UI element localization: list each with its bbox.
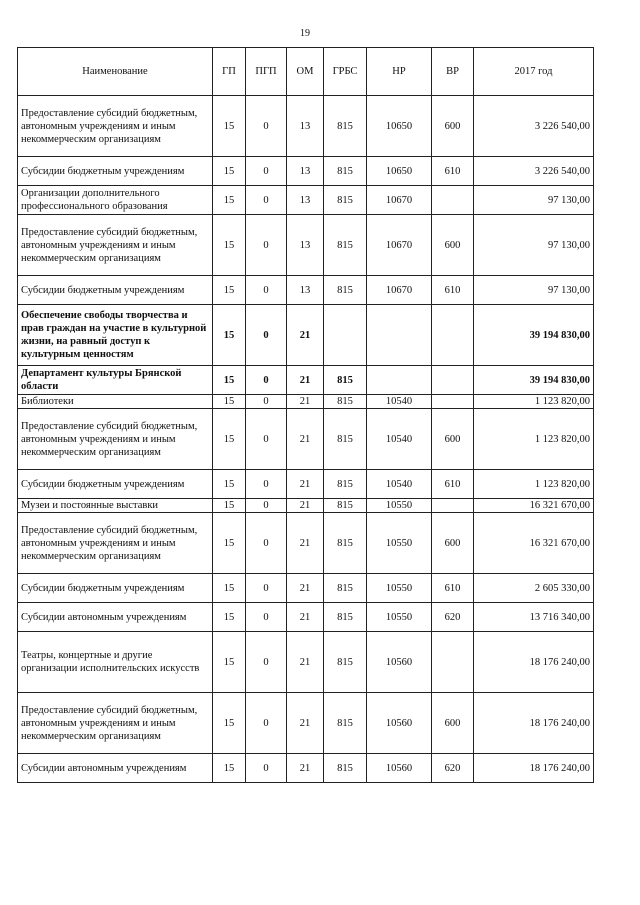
cell-om: 21 <box>287 693 324 754</box>
cell-name: Библиотеки <box>18 395 213 409</box>
cell-name: Субсидии бюджетным учреждениям <box>18 574 213 603</box>
header-name: Наименование <box>18 48 213 96</box>
cell-vr: 610 <box>432 574 474 603</box>
cell-gp: 15 <box>213 276 246 305</box>
cell-name: Субсидии бюджетным учреждениям <box>18 157 213 186</box>
cell-grbs: 815 <box>324 186 367 215</box>
cell-grbs: 815 <box>324 395 367 409</box>
cell-name: Организации дополнительного профессионального образования <box>18 186 213 215</box>
cell-vr: 610 <box>432 157 474 186</box>
table-row <box>18 305 594 366</box>
cell-nr: 10540 <box>367 470 432 499</box>
table-row <box>18 186 594 215</box>
table-row <box>18 603 594 632</box>
cell-gp: 15 <box>213 574 246 603</box>
table-row <box>18 157 594 186</box>
cell-om: 21 <box>287 754 324 783</box>
cell-om: 21 <box>287 366 324 395</box>
cell-amount: 1 123 820,00 <box>474 395 594 409</box>
cell-gp: 15 <box>213 632 246 693</box>
cell-grbs: 815 <box>324 215 367 276</box>
cell-amount: 39 194 830,00 <box>474 366 594 395</box>
cell-amount: 16 321 670,00 <box>474 513 594 574</box>
cell-amount: 2 605 330,00 <box>474 574 594 603</box>
cell-om: 21 <box>287 305 324 366</box>
cell-nr: 10650 <box>367 96 432 157</box>
cell-gp: 15 <box>213 603 246 632</box>
cell-om: 13 <box>287 186 324 215</box>
cell-grbs: 815 <box>324 157 367 186</box>
cell-vr: 600 <box>432 693 474 754</box>
cell-vr <box>432 366 474 395</box>
cell-pgp: 0 <box>246 693 287 754</box>
cell-vr <box>432 305 474 366</box>
table-row <box>18 366 594 395</box>
cell-pgp: 0 <box>246 395 287 409</box>
cell-name: Субсидии бюджетным учреждениям <box>18 470 213 499</box>
cell-pgp: 0 <box>246 305 287 366</box>
cell-grbs: 815 <box>324 499 367 513</box>
cell-gp: 15 <box>213 513 246 574</box>
cell-name: Театры, концертные и другие организации исполнительских искусств <box>18 632 213 693</box>
header-nr: НР <box>367 48 432 96</box>
cell-pgp: 0 <box>246 276 287 305</box>
cell-pgp: 0 <box>246 499 287 513</box>
cell-vr: 620 <box>432 754 474 783</box>
cell-pgp: 0 <box>246 513 287 574</box>
table-row <box>18 754 594 783</box>
cell-om: 21 <box>287 470 324 499</box>
cell-vr: 600 <box>432 409 474 470</box>
cell-om: 21 <box>287 603 324 632</box>
cell-pgp: 0 <box>246 603 287 632</box>
cell-pgp: 0 <box>246 366 287 395</box>
cell-vr: 620 <box>432 603 474 632</box>
cell-gp: 15 <box>213 157 246 186</box>
cell-name: Субсидии автономным учреждениям <box>18 754 213 783</box>
cell-om: 21 <box>287 513 324 574</box>
cell-gp: 15 <box>213 499 246 513</box>
cell-grbs: 815 <box>324 513 367 574</box>
table-row <box>18 574 594 603</box>
cell-name: Предоставление субсидий бюджетным, автономным учреждениям и иным некоммерческим организациям <box>18 513 213 574</box>
cell-gp: 15 <box>213 754 246 783</box>
budget-table <box>17 47 594 783</box>
cell-nr: 10550 <box>367 513 432 574</box>
table-row <box>18 276 594 305</box>
table-row <box>18 395 594 409</box>
cell-grbs: 815 <box>324 96 367 157</box>
cell-pgp: 0 <box>246 215 287 276</box>
cell-amount: 39 194 830,00 <box>474 305 594 366</box>
table-header-row <box>18 48 594 96</box>
cell-amount: 1 123 820,00 <box>474 470 594 499</box>
cell-gp: 15 <box>213 409 246 470</box>
header-om: ОМ <box>287 48 324 96</box>
cell-name: Предоставление субсидий бюджетным, автономным учреждениям и иным некоммерческим организациям <box>18 409 213 470</box>
cell-gp: 15 <box>213 215 246 276</box>
header-gp: ГП <box>213 48 246 96</box>
cell-name: Субсидии бюджетным учреждениям <box>18 276 213 305</box>
cell-amount: 3 226 540,00 <box>474 96 594 157</box>
cell-name: Предоставление субсидий бюджетным, автономным учреждениям и иным некоммерческим организациям <box>18 215 213 276</box>
header-year: 2017 год <box>474 48 594 96</box>
cell-name: Предоставление субсидий бюджетным, автономным учреждениям и иным некоммерческим организациям <box>18 96 213 157</box>
cell-nr: 10560 <box>367 693 432 754</box>
cell-nr: 10560 <box>367 632 432 693</box>
cell-nr: 10670 <box>367 186 432 215</box>
cell-vr: 600 <box>432 96 474 157</box>
cell-name: Предоставление субсидий бюджетным, автономным учреждениям и иным некоммерческим организациям <box>18 693 213 754</box>
header-pgp: ПГП <box>246 48 287 96</box>
cell-amount: 97 130,00 <box>474 186 594 215</box>
cell-gp: 15 <box>213 305 246 366</box>
cell-pgp: 0 <box>246 470 287 499</box>
cell-om: 21 <box>287 409 324 470</box>
cell-vr <box>432 632 474 693</box>
cell-gp: 15 <box>213 693 246 754</box>
cell-gp: 15 <box>213 96 246 157</box>
cell-amount: 1 123 820,00 <box>474 409 594 470</box>
cell-pgp: 0 <box>246 186 287 215</box>
cell-name: Музеи и постоянные выставки <box>18 499 213 513</box>
cell-pgp: 0 <box>246 754 287 783</box>
cell-nr <box>367 366 432 395</box>
cell-om: 13 <box>287 215 324 276</box>
table-row <box>18 215 594 276</box>
cell-om: 21 <box>287 499 324 513</box>
cell-pgp: 0 <box>246 409 287 470</box>
cell-amount: 13 716 340,00 <box>474 603 594 632</box>
cell-name: Департамент культуры Брянской области <box>18 366 213 395</box>
cell-amount: 18 176 240,00 <box>474 632 594 693</box>
table-row <box>18 632 594 693</box>
cell-nr: 10650 <box>367 157 432 186</box>
cell-pgp: 0 <box>246 632 287 693</box>
cell-grbs: 815 <box>324 754 367 783</box>
cell-gp: 15 <box>213 186 246 215</box>
cell-nr: 10550 <box>367 574 432 603</box>
cell-nr: 10670 <box>367 215 432 276</box>
cell-grbs <box>324 305 367 366</box>
table-row <box>18 409 594 470</box>
cell-pgp: 0 <box>246 157 287 186</box>
cell-om: 13 <box>287 157 324 186</box>
cell-om: 13 <box>287 276 324 305</box>
table-body <box>18 96 594 783</box>
cell-grbs: 815 <box>324 366 367 395</box>
table-row <box>18 470 594 499</box>
table-row <box>18 693 594 754</box>
cell-vr <box>432 186 474 215</box>
cell-nr: 10550 <box>367 603 432 632</box>
cell-name: Субсидии автономным учреждениям <box>18 603 213 632</box>
cell-vr <box>432 499 474 513</box>
table-row <box>18 499 594 513</box>
cell-pgp: 0 <box>246 574 287 603</box>
cell-vr: 600 <box>432 513 474 574</box>
cell-gp: 15 <box>213 470 246 499</box>
cell-grbs: 815 <box>324 574 367 603</box>
cell-vr <box>432 395 474 409</box>
cell-om: 21 <box>287 574 324 603</box>
cell-amount: 97 130,00 <box>474 276 594 305</box>
cell-om: 21 <box>287 632 324 693</box>
cell-vr: 610 <box>432 470 474 499</box>
cell-om: 13 <box>287 96 324 157</box>
cell-grbs: 815 <box>324 276 367 305</box>
cell-om: 21 <box>287 395 324 409</box>
cell-nr: 10550 <box>367 499 432 513</box>
cell-amount: 16 321 670,00 <box>474 499 594 513</box>
table-row <box>18 96 594 157</box>
cell-vr: 610 <box>432 276 474 305</box>
cell-nr: 10560 <box>367 754 432 783</box>
cell-nr <box>367 305 432 366</box>
cell-nr: 10540 <box>367 409 432 470</box>
cell-amount: 18 176 240,00 <box>474 693 594 754</box>
header-grbs: ГРБС <box>324 48 367 96</box>
cell-nr: 10670 <box>367 276 432 305</box>
cell-amount: 97 130,00 <box>474 215 594 276</box>
cell-grbs: 815 <box>324 632 367 693</box>
table-row <box>18 513 594 574</box>
cell-pgp: 0 <box>246 96 287 157</box>
cell-grbs: 815 <box>324 693 367 754</box>
cell-grbs: 815 <box>324 603 367 632</box>
page-number: 19 <box>300 28 310 39</box>
cell-grbs: 815 <box>324 409 367 470</box>
cell-amount: 3 226 540,00 <box>474 157 594 186</box>
cell-gp: 15 <box>213 395 246 409</box>
cell-grbs: 815 <box>324 470 367 499</box>
header-vr: ВР <box>432 48 474 96</box>
cell-vr: 600 <box>432 215 474 276</box>
cell-gp: 15 <box>213 366 246 395</box>
cell-amount: 18 176 240,00 <box>474 754 594 783</box>
cell-name: Обеспечение свободы творчества и прав граждан на участие в культурной жизни, на равный доступ к культурным ценностям <box>18 305 213 366</box>
cell-nr: 10540 <box>367 395 432 409</box>
